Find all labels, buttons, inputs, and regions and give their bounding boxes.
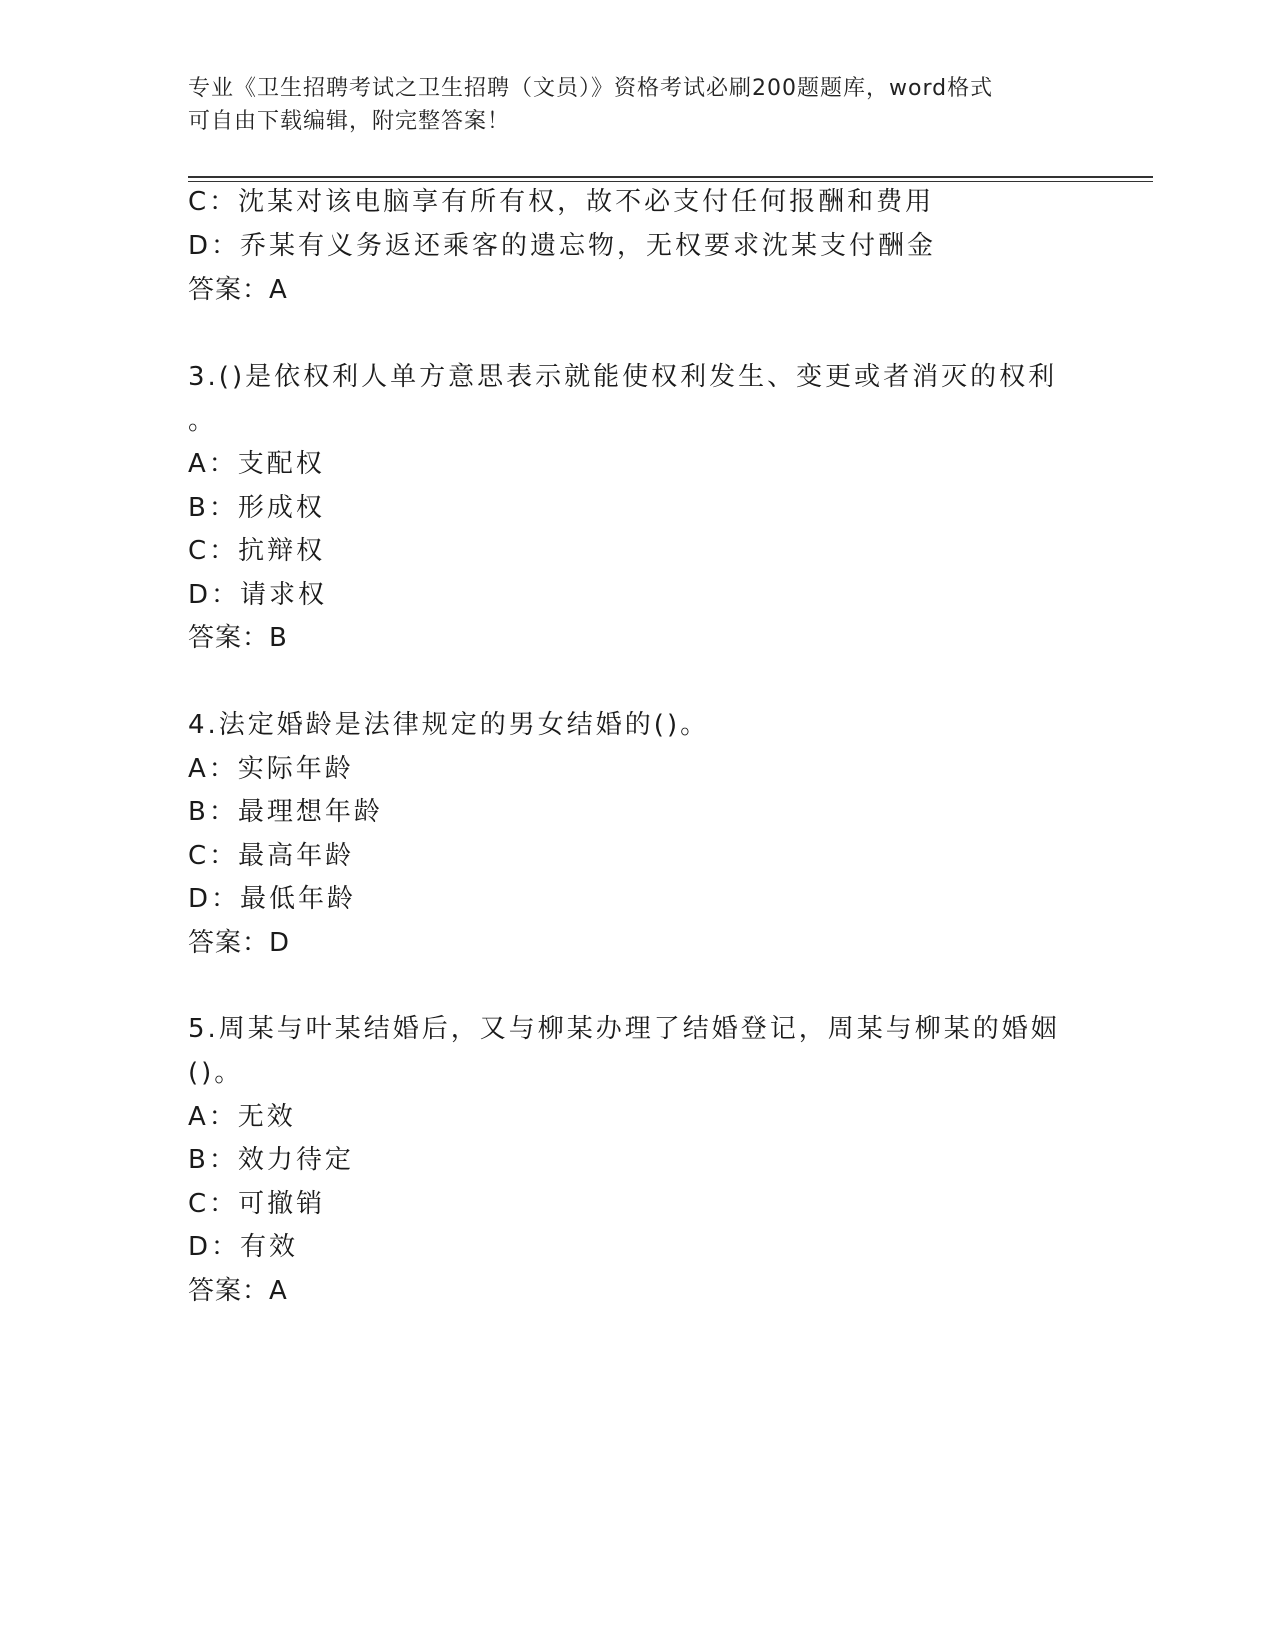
question-3-option-d: D：请求权 [188, 580, 328, 610]
question-3-option-b: B：形成权 [188, 493, 325, 523]
question-4-stem-line-1: 4.法定婚龄是法律规定的男女结婚的()。 [188, 710, 710, 740]
question-5-option-b: B：效力待定 [188, 1145, 354, 1175]
question-3-answer: 答案：B [188, 623, 288, 653]
question-5-option-a: A：无效 [188, 1102, 296, 1132]
question-5-answer: 答案：A [188, 1276, 288, 1306]
header-divider-thin [188, 181, 1153, 182]
question-4-answer: 答案：D [188, 928, 291, 958]
question-5-stem-line-2: ()。 [188, 1058, 244, 1088]
question-5-stem-line-1: 5.周某与叶某结婚后，又与柳某办理了结婚登记，周某与柳某的婚姻 [188, 1014, 1060, 1044]
header-title-line-2: 可自由下载编辑，附完整答案！ [188, 109, 511, 134]
prev-question-option-c: C：沈某对该电脑享有所有权，故不必支付任何报酬和费用 [188, 187, 935, 217]
question-4-option-b: B：最理想年龄 [188, 797, 383, 827]
question-3-option-a: A：支配权 [188, 449, 325, 479]
prev-question-option-d: D：乔某有义务返还乘客的遗忘物，无权要求沈某支付酬金 [188, 231, 937, 261]
prev-question-answer: 答案：A [188, 275, 288, 305]
document-header [188, 72, 1068, 138]
question-3-stem-line-1: 3.()是依权利人单方意思表示就能使权利发生、变更或者消灭的权利 [188, 362, 1058, 392]
header-title-line-1: 专业《卫生招聘考试之卫生招聘（文员）》资格考试必刷200题题库，word格式 [188, 76, 994, 101]
header-divider-thick [188, 176, 1153, 178]
question-4-option-a: A：实际年龄 [188, 754, 354, 784]
question-3-stem-line-2: 。 [188, 406, 218, 436]
question-4-option-c: C：最高年龄 [188, 841, 355, 871]
question-4-option-d: D：最低年龄 [188, 884, 357, 914]
question-3-option-c: C：抗辩权 [188, 536, 326, 566]
question-5-option-c: C：可撤销 [188, 1189, 326, 1219]
question-5-option-d: D：有效 [188, 1232, 299, 1262]
